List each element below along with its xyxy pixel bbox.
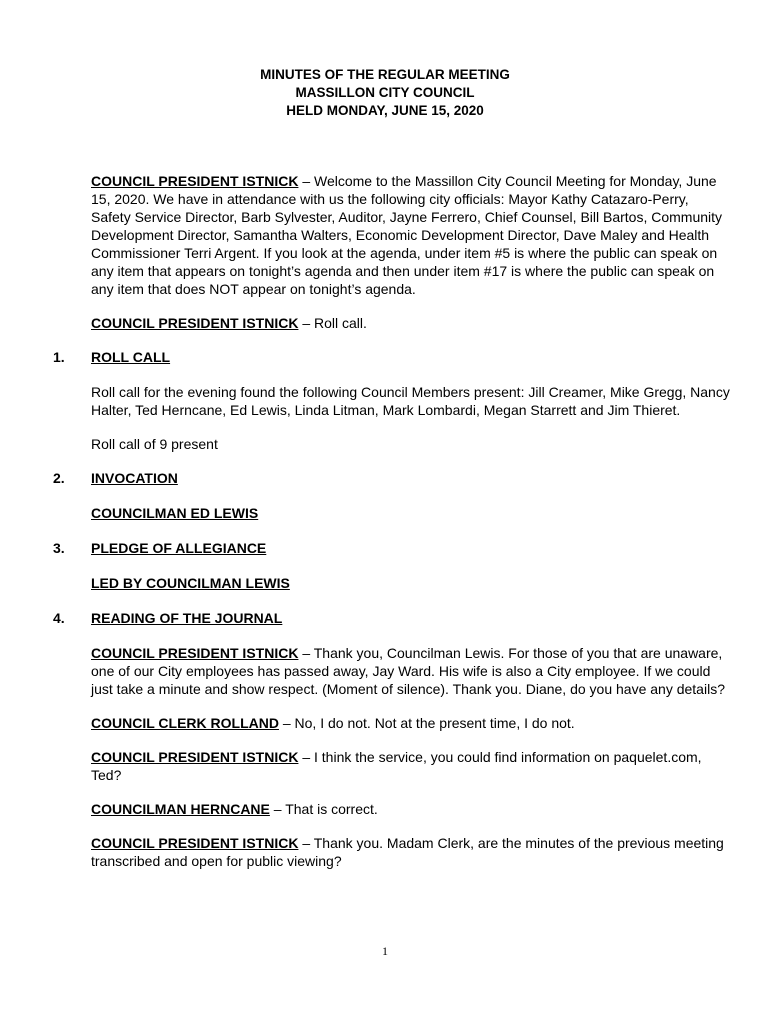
- section-number: 4.: [53, 610, 65, 626]
- pledge-by: LED BY COUNCILMAN LEWIS: [91, 575, 290, 591]
- intro-paragraph: [91, 172, 731, 298]
- journal-paragraph: [91, 834, 731, 870]
- rollcall-request-paragraph: [91, 314, 731, 332]
- document-heading: [0, 66, 770, 120]
- section-title: ROLL CALL: [91, 349, 171, 365]
- rollcall-paragraph: Roll call for the evening found the following Council Members present: Jill Creamer, Mike Gregg, Nancy Halter, Ted Herncane, Ed Lewis, Linda Litman, Mark Lombardi, Megan Starrett and Jim Thieret.: [91, 384, 730, 418]
- document-body: [53, 172, 731, 870]
- section-title: INVOCATION: [91, 470, 178, 486]
- section-invocation: [53, 469, 731, 487]
- journal-paragraph: [91, 714, 731, 732]
- section-title: READING OF THE JOURNAL: [91, 610, 283, 626]
- speaker-name: COUNCILMAN HERNCANE: [91, 801, 270, 817]
- heading-line-3: HELD MONDAY, JUNE 15, 2020: [286, 103, 484, 118]
- section-roll-call: [53, 348, 731, 366]
- page-number: 1: [382, 944, 388, 958]
- speaker-name: COUNCIL PRESIDENT ISTNICK: [91, 315, 299, 331]
- journal-paragraph: [91, 748, 731, 784]
- journal-paragraph: [91, 644, 731, 698]
- speech-text: – Welcome to the Massillon City Council Meeting for Monday, June 15, 2020. We have in attendance with us the following city officials: Mayor Kathy Catazaro-Perry, Safety Service Director, Barb Sylvester, Auditor, Jayne Ferrero, Chief Counsel, Bill Bartos, Community Development Director, Samantha Walters, Economic Development Director, Dave Maley and Health Commissioner Terri Argent. If you look at the agenda, under item #5 is where the public can speak on any item that appears on tonight’s agenda and then under item #17 is where the public can speak on any item that does NOT appear on tonight’s agenda.: [91, 173, 723, 297]
- section-reading-journal: [53, 609, 731, 627]
- speech-text: – Thank you. Madam Clerk, are the minutes of the previous meeting transcribed and open for public viewing?: [91, 835, 724, 869]
- speech-text: – Roll call.: [298, 315, 367, 331]
- speech-text: – No, I do not. Not at the present time, I do not.: [278, 715, 575, 731]
- section-number: 2.: [53, 470, 65, 486]
- speaker-name: COUNCIL PRESIDENT ISTNICK: [91, 173, 299, 189]
- speaker-name: COUNCIL PRESIDENT ISTNICK: [91, 645, 299, 661]
- speech-text: – That is correct.: [269, 801, 378, 817]
- heading-line-1: MINUTES OF THE REGULAR MEETING: [260, 67, 510, 82]
- journal-paragraph: [91, 800, 731, 818]
- heading-line-2: MASSILLON CITY COUNCIL: [295, 85, 475, 100]
- section-number: 3.: [53, 540, 65, 556]
- section-title: PLEDGE OF ALLEGIANCE: [91, 540, 267, 556]
- section-pledge: [53, 539, 731, 557]
- speaker-name: COUNCIL PRESIDENT ISTNICK: [91, 835, 299, 851]
- speaker-name: COUNCIL PRESIDENT ISTNICK: [91, 749, 299, 765]
- invocation-by: COUNCILMAN ED LEWIS: [91, 505, 259, 521]
- speech-text: – I think the service, you could find information on paquelet.com, Ted?: [91, 749, 702, 783]
- speech-text: – Thank you, Councilman Lewis. For those of you that are unaware, one of our City employees has passed away, Jay Ward. His wife is also a City employee. If we could just take a minute and show respect. (Moment of silence). Thank you. Diane, do you have any details?: [91, 645, 725, 697]
- section-number: 1.: [53, 349, 65, 365]
- speaker-name: COUNCIL CLERK ROLLAND: [91, 715, 279, 731]
- rollcall-count: Roll call of 9 present: [91, 436, 218, 452]
